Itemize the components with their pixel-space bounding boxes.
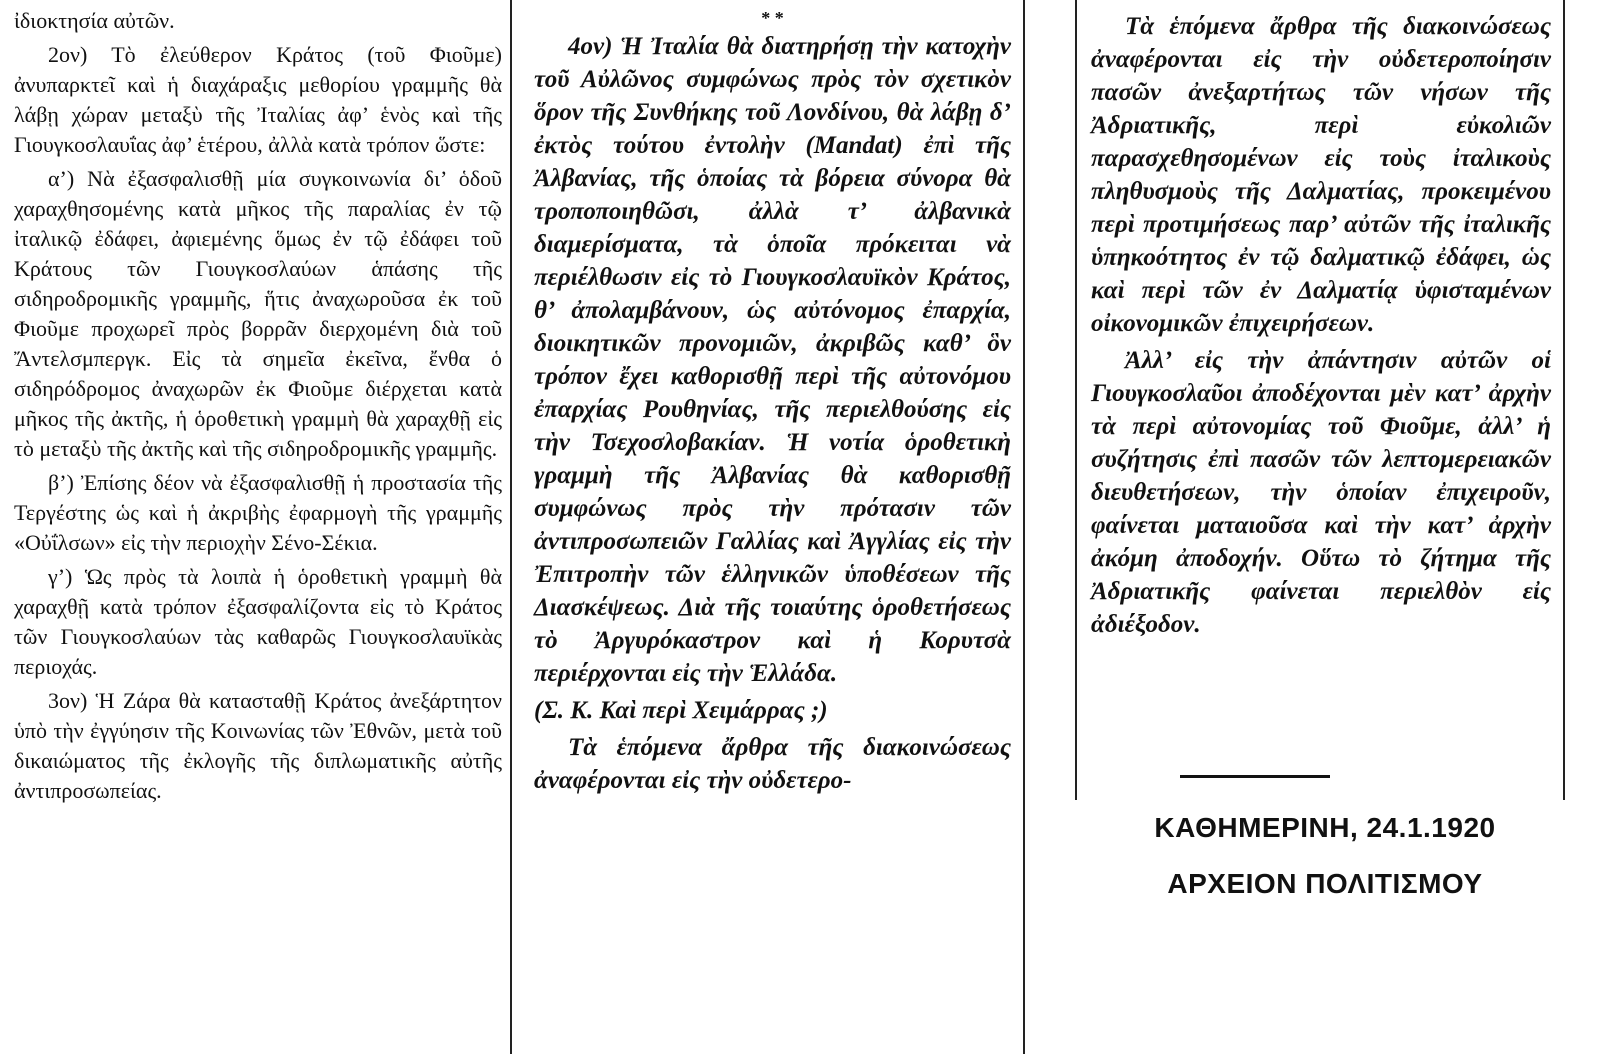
column-2-text [534,30,1011,797]
article-column-1 [0,0,512,1054]
column-3-text [1091,10,1551,641]
paragraph: 2ον) Τὸ ἐλεύθερον Κράτος (τοῦ Φιοῦμε) ἀνυπαρκτεῖ καὶ ἡ διαχάραξις μεθορίου γραμμῆς θὰ λάβῃ χώραν μεταξὺ τῆς Ἰταλίας ἀφ’ ἑνὸς καὶ τῆς Γιουγκοσλαυΐας ἀφ’ ἑτέρου, ἀλλὰ κατὰ τρόπον ὥστε: [14,42,502,157]
paragraph: γ’) Ὡς πρὸς τὰ λοιπὰ ἡ ὁροθετικὴ γραμμὴ θὰ χαραχθῇ κατὰ τρόπον ἐξασφαλίζοντα εἰς τὸ Κράτος τῶν Γιουγκοσλαύων τὰς καθαρῶς Γιουγκοσλαυϊκὰς περιοχάς. [14,564,502,679]
paragraph: α’) Νὰ ἐξασφαλισθῇ μία συγκοινωνία δι’ ὁδοῦ χαραχθησομένης κατὰ μῆκος τῆς παραλίας ἐν τῷ ἰταλικῷ ἐδάφει, ἀφιεμένης ὅμως ἐν τῷ ἐδάφει τοῦ Κράτους τῶν Γιουγκοσλαύων ἁπάσης τῆς σιδηροδρομικῆς γραμμῆς, ἥτις ἀναχωροῦσα ἐκ τοῦ Φιοῦμε προχωρεῖ πρὸς βορρᾶν διερχομένη διὰ τοῦ Ἄντελσμπεργκ. Εἰς τὰ σημεῖα ἐκεῖνα, ἔνθα ὁ σιδηρόδρομος ἀναχωρῶν ἐκ Φιοῦμε διέρχεται κατὰ μῆκος τῆς ἀκτῆς, ἡ ὁροθετικὴ γραμμὴ θὰ χαραχθῇ εἰς τὸ μεταξὺ τῆς ἀκτῆς καὶ τῆς σιδηροδρομικῆς γραμμῆς. [14,166,502,461]
paragraph: β’) Ἐπίσης δέον νὰ ἐξασφαλισθῇ ἡ προστασία τῆς Τεργέστης ὡς καὶ ἡ ἀκριβὴς ἐφαρμογὴ τῆς γραμμῆς «Οὐΐλσων» εἰς τὴν περιοχὴν Σένο-Σέκια. [14,470,502,555]
paragraph: ἰδιοκτησία αὐτῶν. [14,8,175,33]
paragraph: 4ον) Ἡ Ἰταλία θὰ διατηρήσῃ τὴν κατοχὴν τοῦ Αὐλῶνος συμφώνως πρὸς τὸν σχετικὸν ὅρον τῆς Συνθήκης τοῦ Λονδίνου, θὰ λάβῃ δ’ ἐκτὸς τούτου ἐντολὴν (Mandat) ἐπὶ τῆς Ἀλβανίας, τῆς ὁποίας τὰ βόρεια σύνορα θὰ τροποποιηθῶσι, ἀλλὰ τ’ ἀλβανικὰ διαμερίσματα, τὰ ὁποῖα πρόκειται νὰ περιέλθωσιν εἰς τὸ Γιουγκοσλαυϊκὸν Κράτος, θ’ ἀπολαμβάνουν, ὡς αὐτόνομος ἐπαρχία, διοικητικῶν προνομιῶν, ἀκριβῶς καθ’ ὃν τρόπον ἔχει καθορισθῇ περὶ τῆς αὐτονόμου ἐπαρχίας Ρουθηνίας, τῆς περιελθούσης εἰς τὴν Τσεχοσλοβακίαν. Ἡ νοτία ὁροθετικὴ γραμμὴ τῆς Ἀλβανίας θὰ καθορισθῇ συμφώνως πρὸς τὴν πρότασιν τῶν ἀντιπροσωπειῶν Γαλλίας καὶ Ἀγγλίας εἰς τὴν Ἐπιτροπὴν τῶν ἑλληνικῶν ὑποθέσεων τῆς Διασκέψεως. Διὰ τῆς τοιαύτης ὁροθετήσεως τὸ Ἀργυρόκαστρον καὶ ἡ Κορυτσὰ περιέρχονται εἰς τὴν Ἑλλάδα. [534,33,1011,687]
end-rule [1180,775,1330,778]
archive-label: ΑΡΧΕΙΟΝ ΠΟΛΙΤΙΣΜΟΥ [1167,868,1483,899]
column-1-text [14,6,502,806]
article-column-2 [520,0,1025,1054]
paragraph: Ἀλλ’ εἰς τὴν ἀπάντησιν αὐτῶν οἱ Γιουγκοσλαῦοι ἀποδέχονται μὲν κατ’ ἀρχὴν τὰ περὶ αὐτονομίας τοῦ Φιοῦμε, ἀλλ’ ἡ συζήτησις ἐπὶ πασῶν τῶν λεπτομερειακῶν διευθετήσεων, τὴν ὁποίαν ἐπιχειροῦν, φαίνεται ματαιοῦσα καὶ τὴν κατ’ ἀρχὴν ἀκόμη ἀποδοχήν. Οὕτω τὸ ζήτημα τῆς Ἀδριατικῆς φαίνεται περιελθὸν εἰς ἀδιέξοδον. [1091,347,1551,638]
paragraph: Τὰ ἑπόμενα ἄρθρα τῆς διακοινώσεως ἀναφέρονται εἰς τὴν οὐδετερο- [534,734,1011,794]
paragraph: 3ον) Ἡ Ζάρα θὰ κατασταθῇ Κράτος ἀνεξάρτητον ὑπὸ τὴν ἐγγύησιν τῆς Κοινωνίας τῶν Ἐθνῶν, μετὰ τοῦ δικαιώματος τῆς ἐκλογῆς τῆς διπλωματικῆς αὐτῆς ἀντιπροσωπείας. [14,688,502,803]
newspaper-source: ΚΑΘΗΜΕΡΙΝΗ, 24.1.1920 [1154,812,1496,843]
paragraph: Τὰ ἑπόμενα ἄρθρα τῆς διακοινώσεως ἀναφέρονται εἰς τὴν οὐδετεροποίησιν πασῶν ἀνεξαρτήτως τῶν νήσων τῆς Ἀδριατικῆς, περὶ εὐκολιῶν παρασχεθησομένων εἰς τοὺς ἰταλικοὺς πληθυσμοὺς τῆς Δαλματίας, προκειμένου περὶ προτιμήσεως παρ’ αὐτῶν τῆς ἰταλικῆς ὑπηκοότητος ἐν τῷ δαλματικῷ ἐδάφει, ὡς καὶ περὶ τῶν ἐν Δαλματίᾳ ὑφισταμένων οἰκονομικῶν ἐπιχειρήσεων. [1091,13,1551,337]
section-separator-stars: * * [761,8,784,28]
article-column-3 [1075,0,1565,800]
editor-note: (Σ. Κ. Καὶ περὶ Χειμάρρας ;) [534,697,828,724]
